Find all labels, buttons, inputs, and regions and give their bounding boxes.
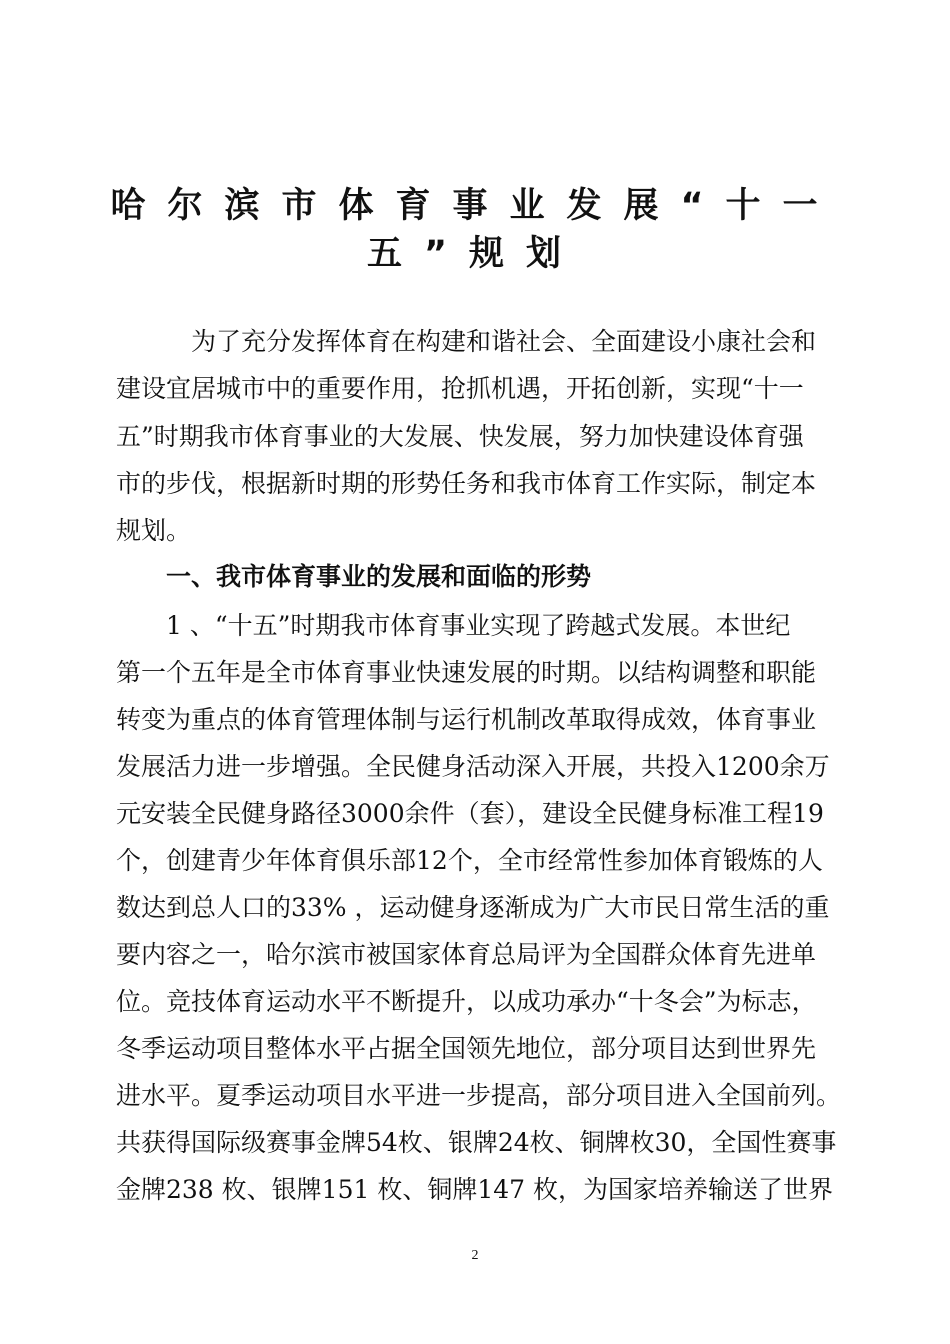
body-line-5: 元安装全民健身路径3000余件（套），建设全民健身标准工程19	[116, 799, 824, 828]
body-line-7: 数达到总人口的33% ，运动健身逐渐成为广大市民日常生活的重	[116, 893, 830, 922]
body-line-12: 共获得国际级赛事金牌54枚、银牌24枚、铜牌枚30，全国性赛事	[116, 1128, 837, 1157]
body-line-13: 金牌238 枚、银牌151 枚、铜牌147 枚，为国家培养输送了世界	[116, 1175, 833, 1204]
document-title-line-2: 五”规划	[366, 234, 583, 274]
body-line-10: 冬季运动项目整体水平占据全国领先地位，部分项目达到世界先	[116, 1034, 817, 1063]
body-line-11: 进水平。夏季运动项目水平进一步提高，部分项目进入全国前列。	[116, 1081, 842, 1110]
intro-line-3: 五”时期我市体育事业的大发展、快发展，努力加快建设体育强	[116, 422, 804, 451]
page-number: 2	[471, 1248, 479, 1263]
intro-line-4: 市的步伐，根据新时期的形势任务和我市体育工作实际，制定本	[116, 469, 817, 498]
document-title-line-1: 哈尔滨市体育事业发展“十一	[110, 186, 840, 226]
intro-line-1: 为了充分发挥体育在构建和谐社会、全面建设小康社会和	[191, 327, 817, 356]
body-line-9: 位。竞技体育运动水平不断提升，以成功承办“十冬会”为标志，	[116, 987, 817, 1016]
body-line-8: 要内容之一，哈尔滨市被国家体育总局评为全国群众体育先进单	[116, 940, 817, 969]
body-line-3: 转变为重点的体育管理体制与运行机制改革取得成效，体育事业	[116, 705, 817, 734]
body-line-6: 个，创建青少年体育俱乐部12个，全市经常性参加体育锻炼的人	[116, 846, 823, 875]
body-line-4: 发展活力进一步增强。全民健身活动深入开展，共投入1200余万	[116, 752, 830, 781]
section-heading: 一、我市体育事业的发展和面临的形势	[166, 562, 592, 591]
body-line-2: 第一个五年是全市体育事业快速发展的时期。以结构调整和职能	[116, 658, 817, 687]
body-line-1: 1 、“十五”时期我市体育事业实现了跨越式发展。本世纪	[166, 611, 791, 640]
intro-line-5: 规划。	[116, 516, 192, 545]
intro-line-2: 建设宜居城市中的重要作用，抢抓机遇，开拓创新，实现“十一	[116, 374, 804, 403]
